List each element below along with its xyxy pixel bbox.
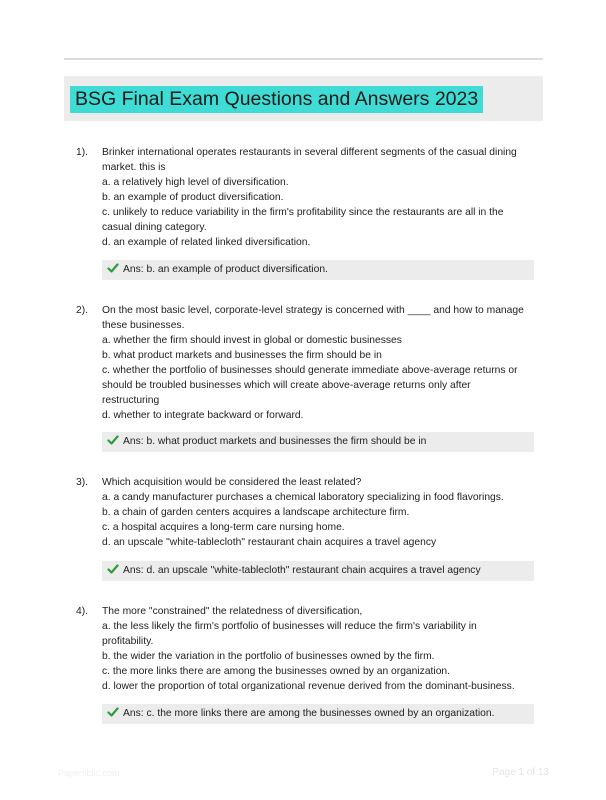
top-divider xyxy=(64,58,543,60)
option-line: b. the wider the variation in the portfolio of businesses owned by the firm. xyxy=(102,651,435,662)
option-line: a. the less likely the firm's portfolio of businesses will reduce the firm's variability in xyxy=(102,621,477,632)
option-line: a. a candy manufacturer purchases a chemical laboratory specializing in food flavorings. xyxy=(102,492,504,503)
option-line: b. what product markets and businesses the firm should be in xyxy=(102,350,382,361)
answer-box-4 xyxy=(102,704,534,724)
question-text xyxy=(102,475,540,550)
option-line: c. whether the portfolio of businesses should generate immediate above-average returns or xyxy=(102,365,518,376)
option-line: b. an example of product diversification. xyxy=(102,192,284,203)
question-text xyxy=(102,145,540,250)
checkmark-icon xyxy=(107,262,119,274)
checkmark-icon xyxy=(107,706,119,718)
question-number: 3). xyxy=(76,477,89,488)
question-2 xyxy=(76,303,540,423)
answer-box-2 xyxy=(102,432,534,452)
page-title: BSG Final Exam Questions and Answers 2023 xyxy=(70,86,483,113)
option-line: casual dining category. xyxy=(102,222,207,233)
answer-box-1 xyxy=(102,260,534,280)
answer-box-3 xyxy=(102,561,534,581)
option-line: restructuring xyxy=(102,395,160,406)
question-1 xyxy=(76,145,540,250)
question-text xyxy=(102,303,540,423)
option-line: a. a relatively high level of diversification. xyxy=(102,177,289,188)
question-line: Brinker international operates restaurants in several different segments of the casual dining xyxy=(102,147,517,158)
answer-text: Ans: c. the more links there are among the businesses owned by an organization. xyxy=(123,708,495,719)
answer-text: Ans: b. what product markets and businesses the firm should be in xyxy=(123,436,427,447)
page-number: Page 1 of 13 xyxy=(492,767,549,778)
question-4 xyxy=(76,604,540,694)
footer-watermark: Papertiblic.com xyxy=(58,768,120,778)
question-line: these businesses. xyxy=(102,320,185,331)
option-line: d. an example of related linked diversification. xyxy=(102,237,311,248)
question-3 xyxy=(76,475,540,550)
question-line: On the most basic level, corporate-level strategy is concerned with ____ and how to manage xyxy=(102,305,524,316)
option-line: c. unlikely to reduce variability in the firm's profitability since the restaurants are all in the xyxy=(102,207,504,218)
question-number: 1). xyxy=(76,147,89,158)
answer-text: Ans: b. an example of product diversification. xyxy=(123,264,328,275)
option-line: should be troubled businesses which will create above-average returns only after xyxy=(102,380,471,391)
question-line: The more "constrained" the relatedness of diversification, xyxy=(102,606,363,617)
option-line: c. the more links there are among the businesses owned by an organization. xyxy=(102,666,451,677)
option-line: profitability. xyxy=(102,636,154,647)
option-line: a. whether the firm should invest in global or domestic businesses xyxy=(102,335,402,346)
option-line: d. an upscale "white-tablecloth" restaurant chain acquires a travel agency xyxy=(102,537,437,548)
checkmark-icon xyxy=(107,563,119,575)
option-line: d. lower the proportion of total organizational revenue derived from the dominant-business. xyxy=(102,681,515,692)
option-line: d. whether to integrate backward or forward. xyxy=(102,410,304,421)
option-line: c. a hospital acquires a long-term care nursing home. xyxy=(102,522,345,533)
question-line: market. this is xyxy=(102,162,166,173)
question-line: Which acquisition would be considered the least related? xyxy=(102,477,362,488)
question-text xyxy=(102,604,540,694)
option-line: b. a chain of garden centers acquires a landscape architecture firm. xyxy=(102,507,410,518)
question-number: 2). xyxy=(76,305,89,316)
answer-text: Ans: d. an upscale "white-tablecloth" restaurant chain acquires a travel agency xyxy=(123,565,481,576)
question-number: 4). xyxy=(76,606,89,617)
title-banner xyxy=(64,76,543,121)
checkmark-icon xyxy=(107,434,119,446)
